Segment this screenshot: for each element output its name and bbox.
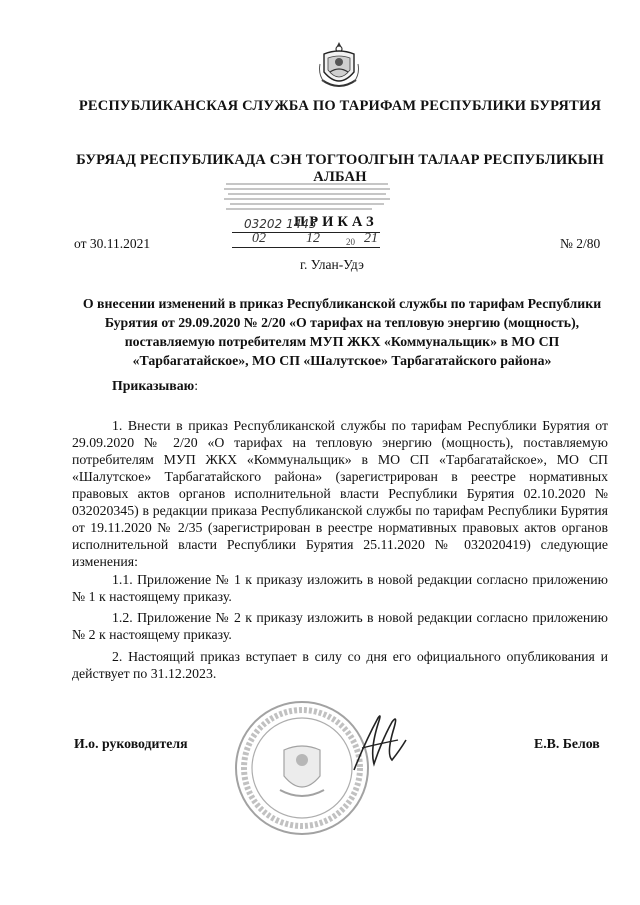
registration-day: 02	[252, 231, 266, 246]
org-name-russian: РЕСПУБЛИКАНСКАЯ СЛУЖБА ПО ТАРИФАМ РЕСПУБЛИКИ БУРЯТИЯ	[78, 98, 602, 114]
paragraph: 1.2. Приложение № 2 к приказу изложить в новой редакции согласно приложению № 2 к настоящему приказу.	[72, 610, 608, 642]
document-number: № 2/80	[560, 236, 601, 251]
registration-number: 03202 1445	[244, 217, 317, 231]
signer-position: И.о. руководителя	[74, 736, 188, 751]
paragraph: 2. Настоящий приказ вступает в силу со дня его официального опубликования и действует по 31.12.2023.	[72, 649, 608, 681]
handwritten-signature-icon	[348, 710, 412, 776]
document-date: от 30.11.2021	[74, 236, 151, 251]
paragraph: 1.1. Приложение № 1 к приказу изложить в новой редакции согласно приложению № 1 к настоящему приказу.	[72, 572, 608, 604]
document-city: г. Улан-Удэ	[300, 257, 364, 272]
org-name-buryat: БУРЯАД РЕСПУБЛИКАДА СЭН ТОГТООЛГЫН ТАЛААР РЕСПУБЛИКЫН АЛБАН	[76, 152, 604, 185]
coat-of-arms-icon	[318, 40, 360, 92]
order-heading	[112, 378, 198, 394]
signer-name: Е.В. Белов	[534, 736, 600, 751]
registration-month: 12	[306, 231, 320, 246]
document-title: О внесении изменений в приказ Республиканской службы по тарифам Республики Бурятия от 29.09.2020 № 2/20 «О тарифах на тепловую энергию (мощность), поставляемую потребителям МУП ЖКХ «Коммунальщик» в МО СП «Тарбагатайское», МО СП «Шалутское» Тарбагатайского района»	[82, 296, 602, 368]
order-colon: :	[194, 378, 199, 393]
order-word: Приказываю	[112, 378, 195, 393]
paragraph: 1. Внести в приказ Республиканской службы по тарифам Республики Бурятия от 29.09.2020 № 2/20 «О тарифах на тепловую энергию (мощность), поставляемую потребителям МУП ЖКХ «Коммунальщик» в МО СП «Тарбагатайское», МО СП «Шалутское» Тарбагатайского района» (зарегистрирован в реестре нормативных правовых актов органов исполнительной власти Республики Бурятия 02.10.2020 № 032020345) в редакции приказа Республиканской службы по тарифам Республики Бурятия от 19.11.2020 № 2/35 (зарегистрирован в реестре нормативных правовых актов органов исполнительной власти Республики Бурятия 25.11.2020 № 032020419) следующие изменения:	[72, 418, 608, 569]
registration-year-prefix: 20	[346, 237, 355, 247]
document-type: ПРИКАЗ	[294, 214, 378, 230]
registration-year: 21	[364, 231, 378, 246]
stamp-line	[232, 247, 380, 248]
